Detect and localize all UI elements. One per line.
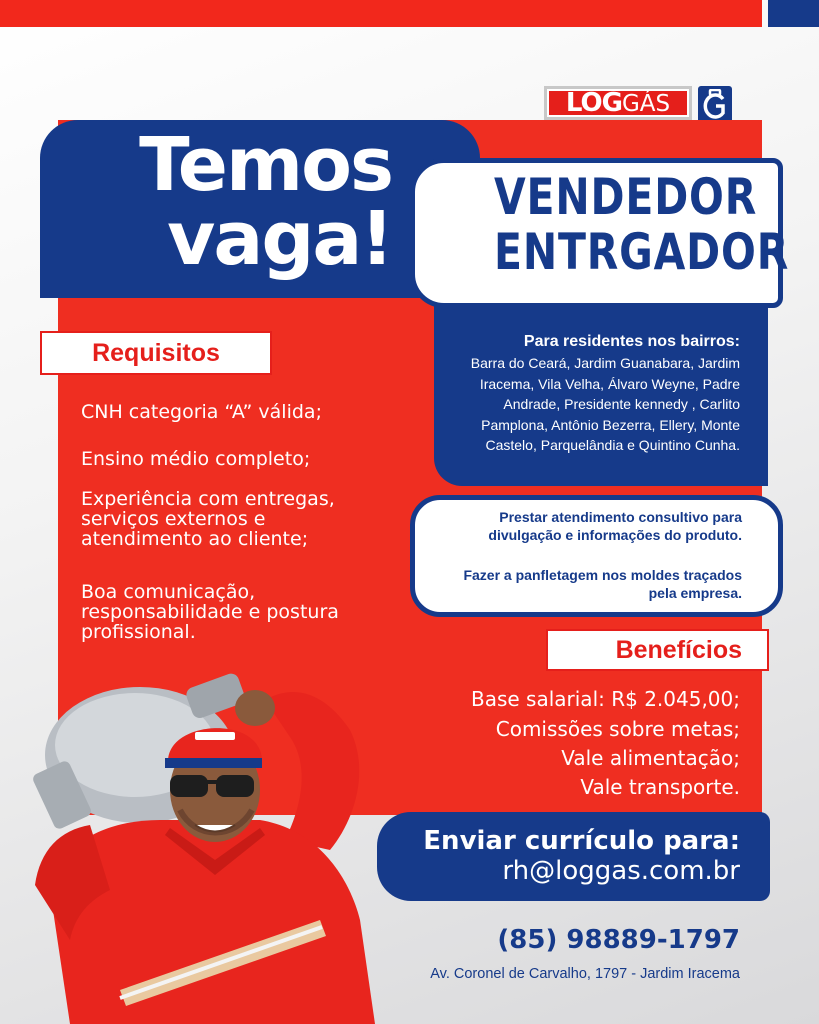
neighborhoods-title: Para residentes nos bairros: [523, 333, 740, 350]
duty-item: Fazer a panfletagem nos moldes traçados pela empresa. [463, 567, 742, 601]
position-line2: ENTRGADOR [494, 223, 790, 281]
requirements-label: Requisitos [92, 339, 220, 367]
headline-line1: Temos [139, 122, 392, 208]
requirement-item: Boa comunicação, responsabilidade e postura profissional. [81, 581, 339, 643]
logo-wordmark [544, 86, 692, 120]
top-red-strip [0, 0, 762, 27]
requirement-item: CNH categoria “A” válida; [81, 401, 322, 423]
headline [62, 122, 392, 282]
top-blue-strip [768, 0, 819, 27]
position-line1: VENDEDOR [494, 168, 758, 226]
address: Av. Coronel de Carvalho, 1797 - Jardim Iracema [430, 966, 740, 982]
cv-title: Enviar currículo para: [423, 826, 740, 856]
delivery-person-photo [30, 660, 380, 1024]
gas-cylinder-icon [698, 86, 732, 124]
benefits-label: Benefícios [615, 636, 742, 664]
email-link[interactable]: rh@loggas.com.br [502, 856, 740, 886]
requirement-item: Ensino médio completo; [81, 448, 311, 470]
phone-number[interactable]: (85) 98889-1797 [497, 925, 740, 955]
logo-main-text: LOG [565, 88, 622, 118]
benefit-item: Vale transporte. [580, 775, 740, 799]
neighborhoods-list: Barra do Ceará, Jardim Guanabara, Jardim Iracema, Vila Velha, Álvaro Weyne, Padre Andrade, Presidente kennedy , Carlito Pamplona, Antônio Bezerra, Ellery, Monte Castelo, Parquelândia e Quintino Cunha. [470, 355, 740, 453]
duty-item: Prestar atendimento consultivo para divulgação e informações do produto. [488, 509, 742, 543]
benefit-item: Comissões sobre metas; [495, 717, 740, 741]
benefit-item: Base salarial: R$ 2.045,00; [470, 687, 740, 711]
position-title [494, 168, 790, 281]
headline-line2: vaga! [167, 196, 392, 282]
requirement-item: Experiência com entregas, serviços externos e atendimento ao cliente; [81, 488, 335, 550]
benefit-item: Vale alimentação; [561, 746, 740, 770]
logo-gas-text: GÁS [621, 91, 671, 117]
